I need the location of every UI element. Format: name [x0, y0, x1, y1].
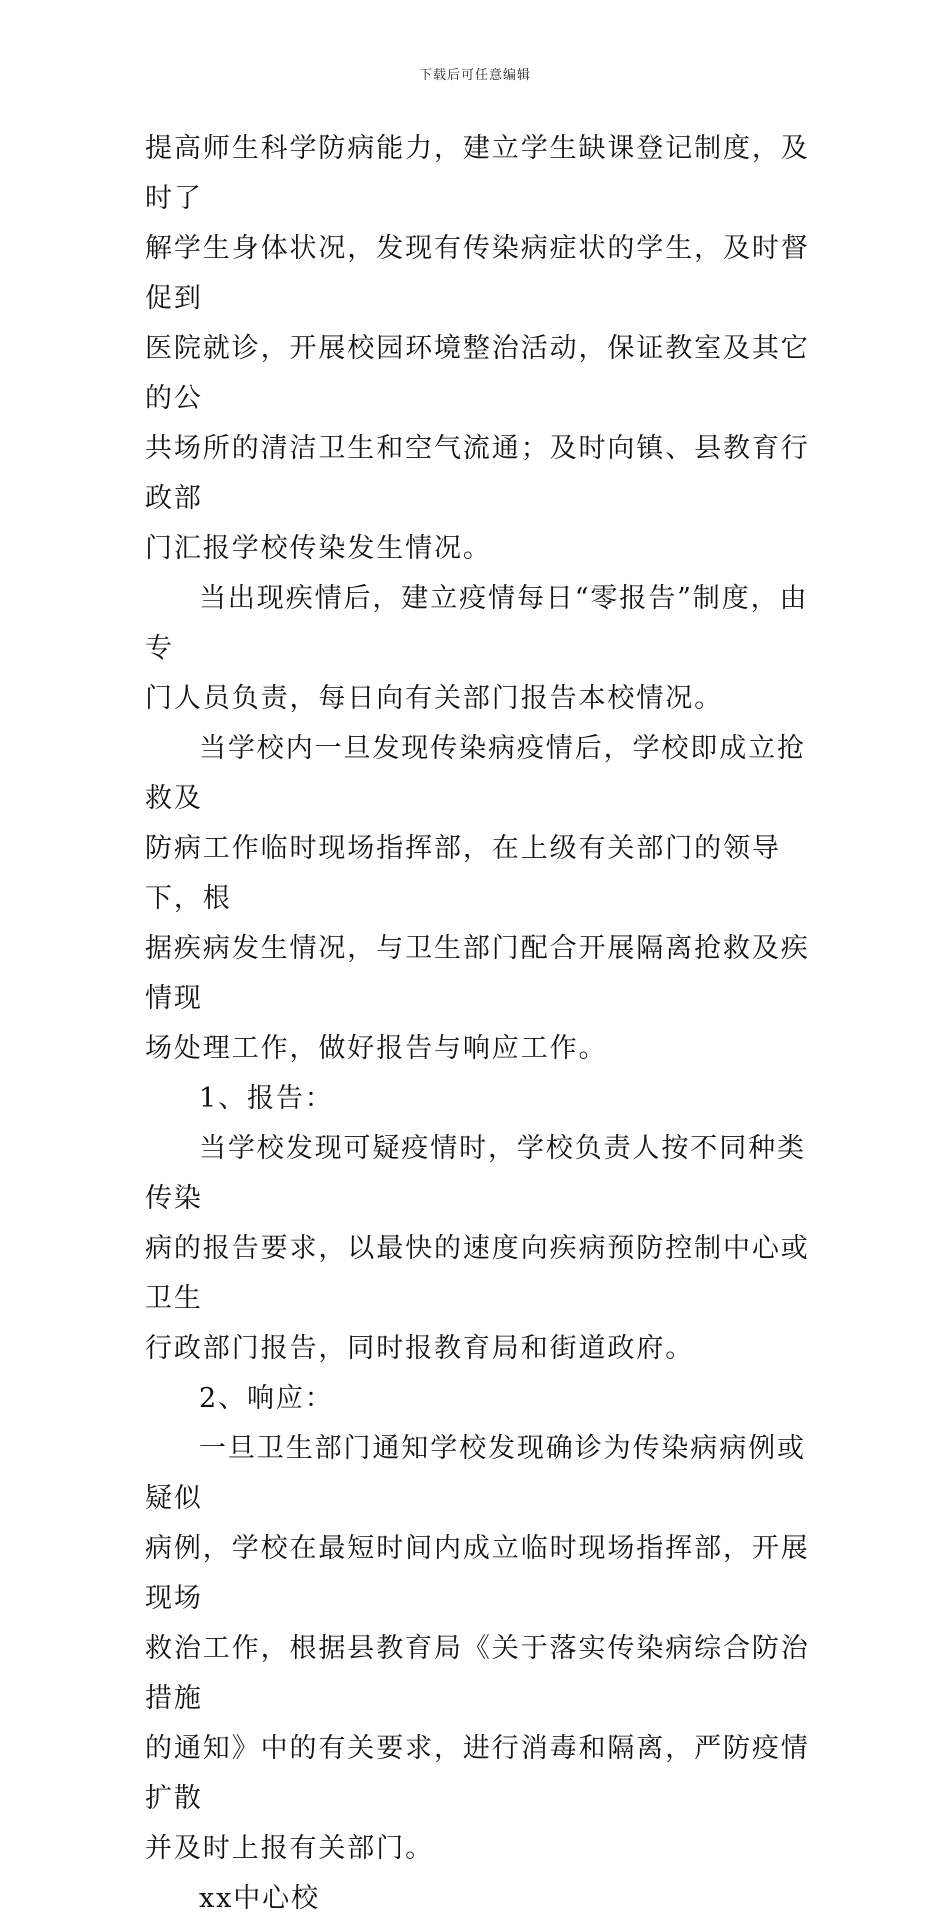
text-line: 解学生身体状况，发现有传染病症状的学生，及时督促到 — [145, 233, 810, 314]
text-line: 医院就诊，开展校园环境整治活动，保证教室及其它的公 — [145, 333, 810, 414]
text-line: 共场所的清洁卫生和空气流通；及时向镇、县教育行政部 — [145, 433, 810, 514]
text-line: 提高师生科学防病能力，建立学生缺课登记制度，及时了 — [145, 133, 810, 214]
text-line: 门汇报学校传染发生情况。 — [145, 533, 492, 564]
text-line: 一旦卫生部门通知学校发现确诊为传染病病例或疑似 — [145, 1433, 806, 1514]
text-line: 据疾病发生情况，与卫生部门配合开展隔离抢救及疾情现 — [145, 933, 810, 1014]
text-line: 当出现疾情后，建立疫情每日“零报告”制度，由专 — [145, 583, 809, 664]
section-heading-response: 2、响应： — [199, 1383, 334, 1414]
document-body — [145, 124, 815, 1924]
text-line: 当学校发现可疑疫情时，学校负责人按不同种类传染 — [145, 1133, 806, 1214]
text-line: 病的报告要求，以最快的速度向疾病预防控制中心或卫生 — [145, 1233, 810, 1314]
text-line: 门人员负责，每日向有关部门报告本校情况。 — [145, 683, 723, 714]
section-heading-report: 1、报告： — [199, 1083, 334, 1114]
text-line: 的通知》中的有关要求，进行消毒和隔离，严防疫情扩散 — [145, 1733, 810, 1814]
text-line: 行政部门报告，同时报教育局和街道政府。 — [145, 1333, 695, 1364]
text-line: 病例，学校在最短时间内成立临时现场指挥部，开展现场 — [145, 1533, 810, 1614]
text-line: 当学校内一旦发现传染病疫情后，学校即成立抢救及 — [145, 733, 806, 814]
text-line: 救治工作，根据县教育局《关于落实传染病综合防治措施 — [145, 1633, 810, 1714]
download-note-header: 下载后可任意编辑 — [418, 68, 531, 83]
text-line: 防病工作临时现场指挥部，在上级有关部门的领导下，根 — [145, 833, 781, 914]
text-line: 并及时上报有关部门。 — [145, 1833, 434, 1864]
signature-school-name: xx中心校 — [199, 1883, 320, 1914]
text-line: 场处理工作，做好报告与响应工作。 — [145, 1033, 608, 1064]
